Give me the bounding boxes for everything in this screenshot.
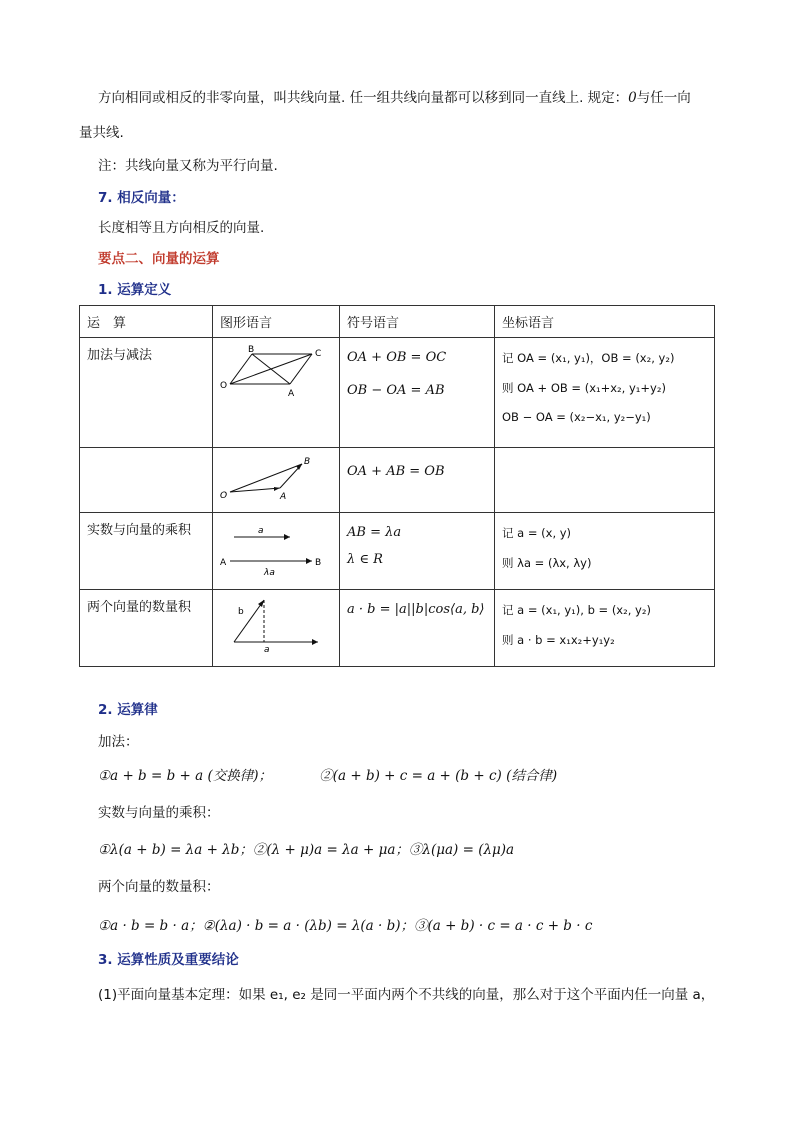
op-scalar-product: 实数与向量的乘积	[80, 513, 213, 590]
scalar-laws: ①λ(a + b) = λa + λb；②(λ + μ)a = λa + μa；③λ(μa) = (λμ)a	[98, 842, 515, 858]
label-a: a	[264, 645, 270, 655]
collinear-definition-line2: 量共线.	[79, 125, 124, 141]
sym-ab-lambda-a: AB = λa	[347, 525, 402, 540]
addition-label: 加法：	[98, 734, 139, 750]
zero-vector: 0	[628, 90, 637, 106]
sym-dot-definition: a · b = |a||b|cos⟨a, b⟩	[347, 602, 485, 617]
table-row	[80, 590, 715, 667]
symbolic-add-sub	[340, 338, 495, 448]
table-row	[80, 448, 715, 513]
header-graphic: 图形语言	[213, 306, 340, 338]
label-a: a	[258, 526, 264, 536]
header-operation: 运 算	[80, 306, 213, 338]
scalar-label: 实数与向量的乘积：	[98, 805, 220, 821]
basic-theorem: (1)平面向量基本定理：如果 e₁, e₂ 是同一平面内两个不共线的向量，那么对于这个平面内任一向量 a，	[98, 987, 715, 1003]
label-A: A	[220, 558, 227, 568]
sym-oa-plus-ab: OA + AB = OB	[347, 464, 445, 479]
sym-lambda-real: λ ∈ R	[347, 552, 383, 567]
figure-dot	[213, 590, 340, 667]
coordinate-add-sub	[495, 338, 715, 448]
op-dot-product: 两个向量的数量积	[80, 590, 213, 667]
label-A: A	[280, 492, 287, 502]
symbolic-triangle	[340, 448, 495, 513]
coordinate-dot	[495, 590, 715, 667]
heading-opposite-vectors: 7. 相反向量：	[98, 190, 185, 206]
addition-laws: ①a + b = b + a (交换律)； ②(a + b) + c = a + (b + c) (结合律)	[98, 768, 558, 784]
dot-label: 两个向量的数量积：	[98, 879, 220, 895]
coord-record-ab: 记 a = (x₁, y₁), b = (x₂, y₂)	[502, 603, 651, 617]
scalar-multiplication-diagram	[220, 519, 332, 579]
op-add-continued	[80, 448, 213, 513]
parallel-note: 注：共线向量又称为平行向量.	[98, 158, 278, 174]
coordinate-scalar	[495, 513, 715, 590]
triangle-law-diagram	[220, 454, 332, 502]
symbolic-dot	[340, 590, 495, 667]
table-row	[80, 513, 715, 590]
parallelogram-diagram	[220, 344, 332, 404]
dot-laws: ①a · b = b · a；②(λa) · b = a · (λb) = λ(a · b)；③(a + b) · c = a · c + b · c	[98, 918, 593, 934]
header-symbolic: 符号语言	[340, 306, 495, 338]
label-B: B	[304, 457, 311, 467]
label-b: b	[238, 607, 244, 617]
label-B: B	[315, 558, 322, 568]
table-header-row	[80, 306, 715, 338]
coord-record-a: 记 a = (x, y)	[502, 526, 572, 540]
sym-oa-plus-ob: OA + OB = OC	[347, 350, 447, 365]
coord-lambda-a: 则 λa = (λx, λy)	[502, 556, 592, 570]
header-coordinate: 坐标语言	[495, 306, 715, 338]
section-heading-operations: 要点二、向量的运算	[98, 251, 220, 267]
figure-triangle	[213, 448, 340, 513]
dot-product-diagram	[220, 596, 332, 656]
operations-table	[79, 305, 715, 667]
op-add-sub: 加法与减法	[80, 338, 213, 448]
coord-record: 记 OA = (x₁, y₁)，OB = (x₂, y₂)	[502, 351, 675, 365]
coord-dot-result: 则 a · b = x₁x₂+y₁y₂	[502, 633, 615, 647]
opposite-vectors-definition: 长度相等且方向相反的向量.	[98, 220, 265, 236]
symbolic-scalar	[340, 513, 495, 590]
label-lambda-a: λa	[264, 568, 275, 578]
figure-scalar	[213, 513, 340, 590]
label-C: C	[315, 349, 322, 359]
sub-heading-properties: 3. 运算性质及重要结论	[98, 952, 239, 968]
coord-sum: 则 OA + OB = (x₁+x₂, y₁+y₂)	[502, 381, 666, 395]
coord-difference: OB − OA = (x₂−x₁, y₂−y₁)	[502, 410, 651, 424]
sub-heading-operation-definitions: 1. 运算定义	[98, 282, 172, 298]
table-row	[80, 338, 715, 448]
label-O: O	[220, 491, 228, 501]
sub-heading-operation-laws: 2. 运算律	[98, 702, 158, 718]
coordinate-empty	[495, 448, 715, 513]
collinear-definition-line1: 方向相同或相反的非零向量，叫共线向量. 任一组共线向量都可以移到同一直线上. 规定：0与任一向	[98, 90, 691, 106]
figure-parallelogram	[213, 338, 340, 448]
label-A: A	[288, 389, 295, 399]
label-B: B	[248, 345, 255, 355]
sym-ob-minus-oa: OB − OA = AB	[347, 383, 445, 398]
label-O: O	[220, 381, 228, 391]
